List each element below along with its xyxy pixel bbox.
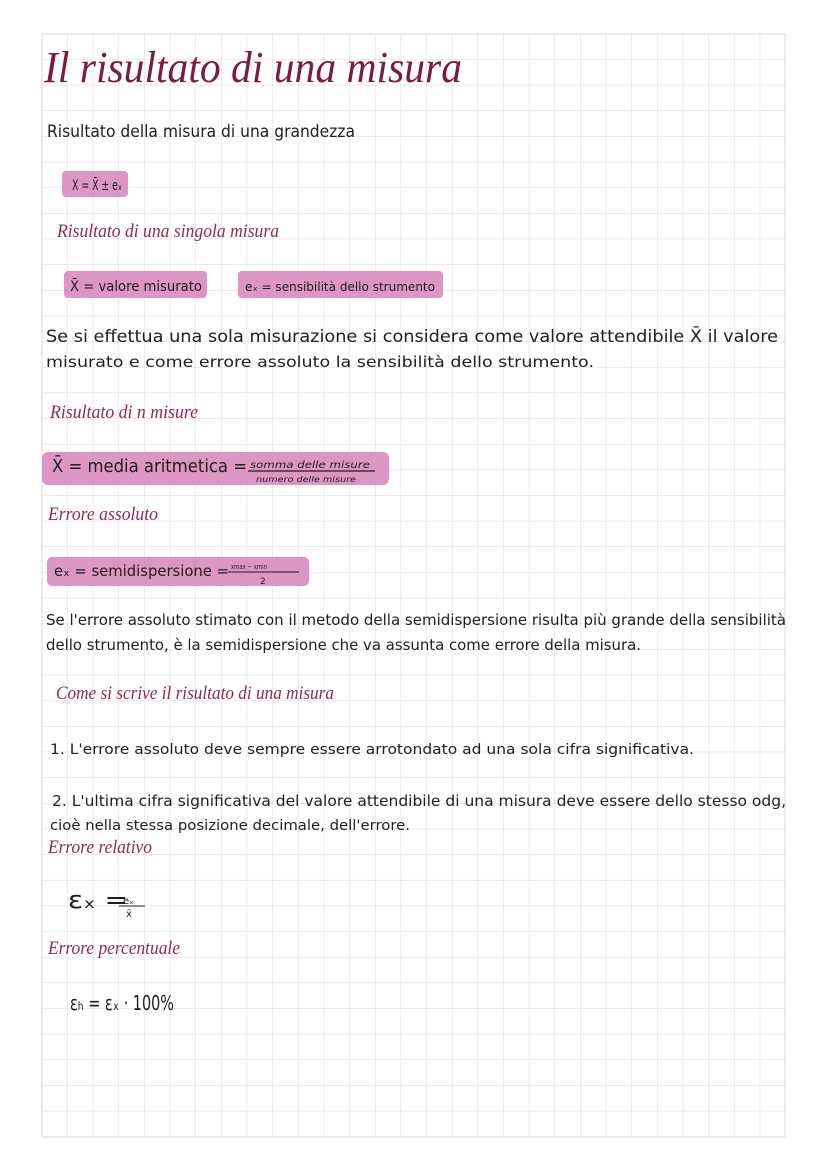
page-title: Il risultato di una misura: [43, 43, 463, 92]
rule-2-line: cioè nella stessa posizione decimale, dell'errore.: [50, 818, 410, 834]
box-semidispersion: eₓ = semidispersione =: [54, 562, 229, 580]
box-error: eₓ = sensibilità dello strumento: [245, 280, 435, 294]
box-mean: X̄ = media aritmetica =: [52, 456, 266, 477]
fraction-denominator: x̄: [126, 909, 132, 920]
heading-relative-error: Errore relativo: [47, 837, 152, 858]
paragraph-line: dello strumento, è la semidispersione che va assunta come errore della misura.: [46, 636, 641, 654]
rule-2-line: 2. L'ultima cifra significativa del valore attendibile di una misura deve essere dello stesso odg,: [52, 792, 786, 810]
heading-single: Risultato di una singola misura: [56, 221, 280, 242]
percent-error-formula: εₕ = εₓ · 100%: [70, 991, 174, 1015]
heading-how-to-write: Come si scrive il risultato di una misura: [56, 683, 334, 704]
paragraph-line: Se si effettua una sola misurazione si considera come valore attendibile X̄ il valore: [46, 327, 749, 347]
heading-absolute-error: Errore assoluto: [47, 504, 158, 525]
fraction-numerator: somma delle misure: [250, 460, 370, 471]
heading-n-measures: Risultato di n misure: [49, 402, 199, 423]
rule-1: 1. L'errore assoluto deve sempre essere arrotondato ad una sola cifra significativa.: [50, 742, 694, 758]
intro-text: Risultato della misura di una grandezza: [47, 122, 355, 142]
relative-error-lhs: εₓ =: [68, 886, 128, 914]
heading-percent-error: Errore percentuale: [47, 938, 180, 959]
fraction-numerator: eₓ: [123, 896, 134, 907]
paragraph-line: Se l'errore assoluto stimato con il metodo della semidispersione risulta più grande della sensibilità: [46, 611, 786, 629]
fraction-numerator: xmax − xmin: [231, 563, 267, 571]
formula-main: X = X̄ ± eₓ: [72, 178, 148, 194]
fraction-denominator: 2: [260, 577, 266, 587]
box-value: X̄ = valore misurato: [70, 279, 211, 295]
fraction-denominator: numero delle misure: [256, 475, 357, 484]
paragraph-line: misurato e come errore assoluto la sensibilità dello strumento.: [46, 353, 594, 371]
